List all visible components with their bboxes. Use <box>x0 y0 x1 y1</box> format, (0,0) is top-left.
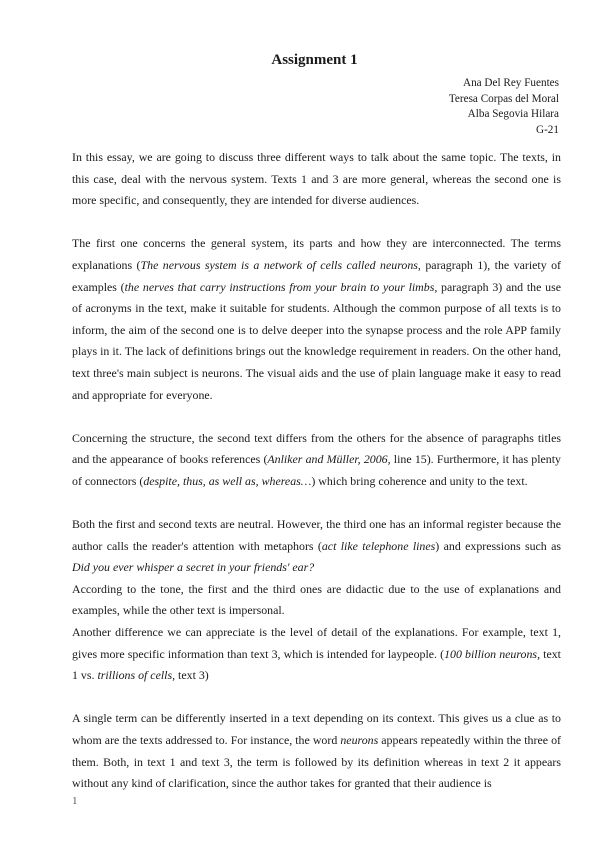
quote-nervous-system: The nervous system is a network of cells called neurons, <box>140 257 421 272</box>
author-block <box>449 76 559 138</box>
document-title: Assignment 1 <box>271 52 358 68</box>
term-neurons: neurons <box>340 733 379 748</box>
paragraph-detail: Another difference we can appreciate is the level of detail of the explanations. For example, text 1, gives more specific information than text 3, which is intended for laypeople. (100 billion neurons, text 1 vs. trillions of cells, text 3) <box>72 625 561 683</box>
paragraph-intro: In this essay, we are going to discuss three different ways to talk about the same topic. The texts, in this case, deal with the nervous system. Texts 1 and 3 are more general, whereas the second one is more specific, and consequently, they are intended for diverse audiences. <box>72 150 561 208</box>
essay-body <box>72 147 561 795</box>
author-name: Alba Segovia Hilara <box>467 108 559 120</box>
metaphor-example: act like telephone lines <box>321 538 436 553</box>
paragraph-structure: Concerning the structure, the second text differs from the others for the absence of paragraphs titles and the appearance of books references (Anliker and Müller, 2006, line 15). Furthermore, it has plenty of connectors (despite, thus, as well as, whereas…) which bring coherence and unity to the text. <box>72 430 561 488</box>
cells-count-quote: trillions of cells <box>97 668 173 683</box>
connectors-example: despite, thus, as well as, whereas… <box>143 473 312 488</box>
paragraph-register: Both the first and second texts are neutral. However, the third one has an informal register because the author calls the reader's attention with metaphors (act like telephone lines) and expressions such as Did you ever whisper a secret in your friends' ear? <box>72 517 561 575</box>
author-name: Ana Del Rey Fuentes <box>462 77 559 89</box>
paragraph-audience: The first one concerns the general system, its parts and how they are interconnected. The terms explanations (The nervous system is a network of cells called neurons, paragraph 1), the variety of examples (the nerves that carry instructions from your brain to your limbs, paragraph 3) and the use of acronyms in the text, make it suitable for students. Although the common purpose of all texts is to inform, the aim of the second one is to delve deeper into the synapse process and the role APP family plays in it. The lack of definitions brings out the knowledge requirement in readers. On the other hand, text three's main subject is neurons. The visual aids and the use of plain language make it easy to read and appropriate for everyone. <box>72 236 562 402</box>
reference-citation: Anliker and Müller, 2006, <box>267 452 391 467</box>
page-number: 1 <box>72 795 78 807</box>
group-label: G-21 <box>536 123 559 136</box>
quote-nerves: the nerves that carry instructions from your brain to your limbs, <box>124 279 438 294</box>
neurons-count-quote: 100 billion neurons, <box>444 646 541 661</box>
expression-example: Did you ever whisper a secret in your friends' ear? <box>72 560 315 575</box>
paragraph-terms: A single term can be differently inserted in a text depending on its context. This gives us a clue as to whom are the texts addressed to. For instance, the word neurons appears repeatedly within the three of them. Both, in text 1 and text 3, the term is followed by its definition whereas in text 2 it appears without any kind of clarification, since the author takes for granted that their audience is <box>72 711 561 791</box>
author-name: Teresa Corpas del Moral <box>448 92 559 105</box>
paragraph-tone: According to the tone, the first and the third ones are didactic due to the use of explanations and examples, while the other text is impersonal. <box>72 581 561 618</box>
